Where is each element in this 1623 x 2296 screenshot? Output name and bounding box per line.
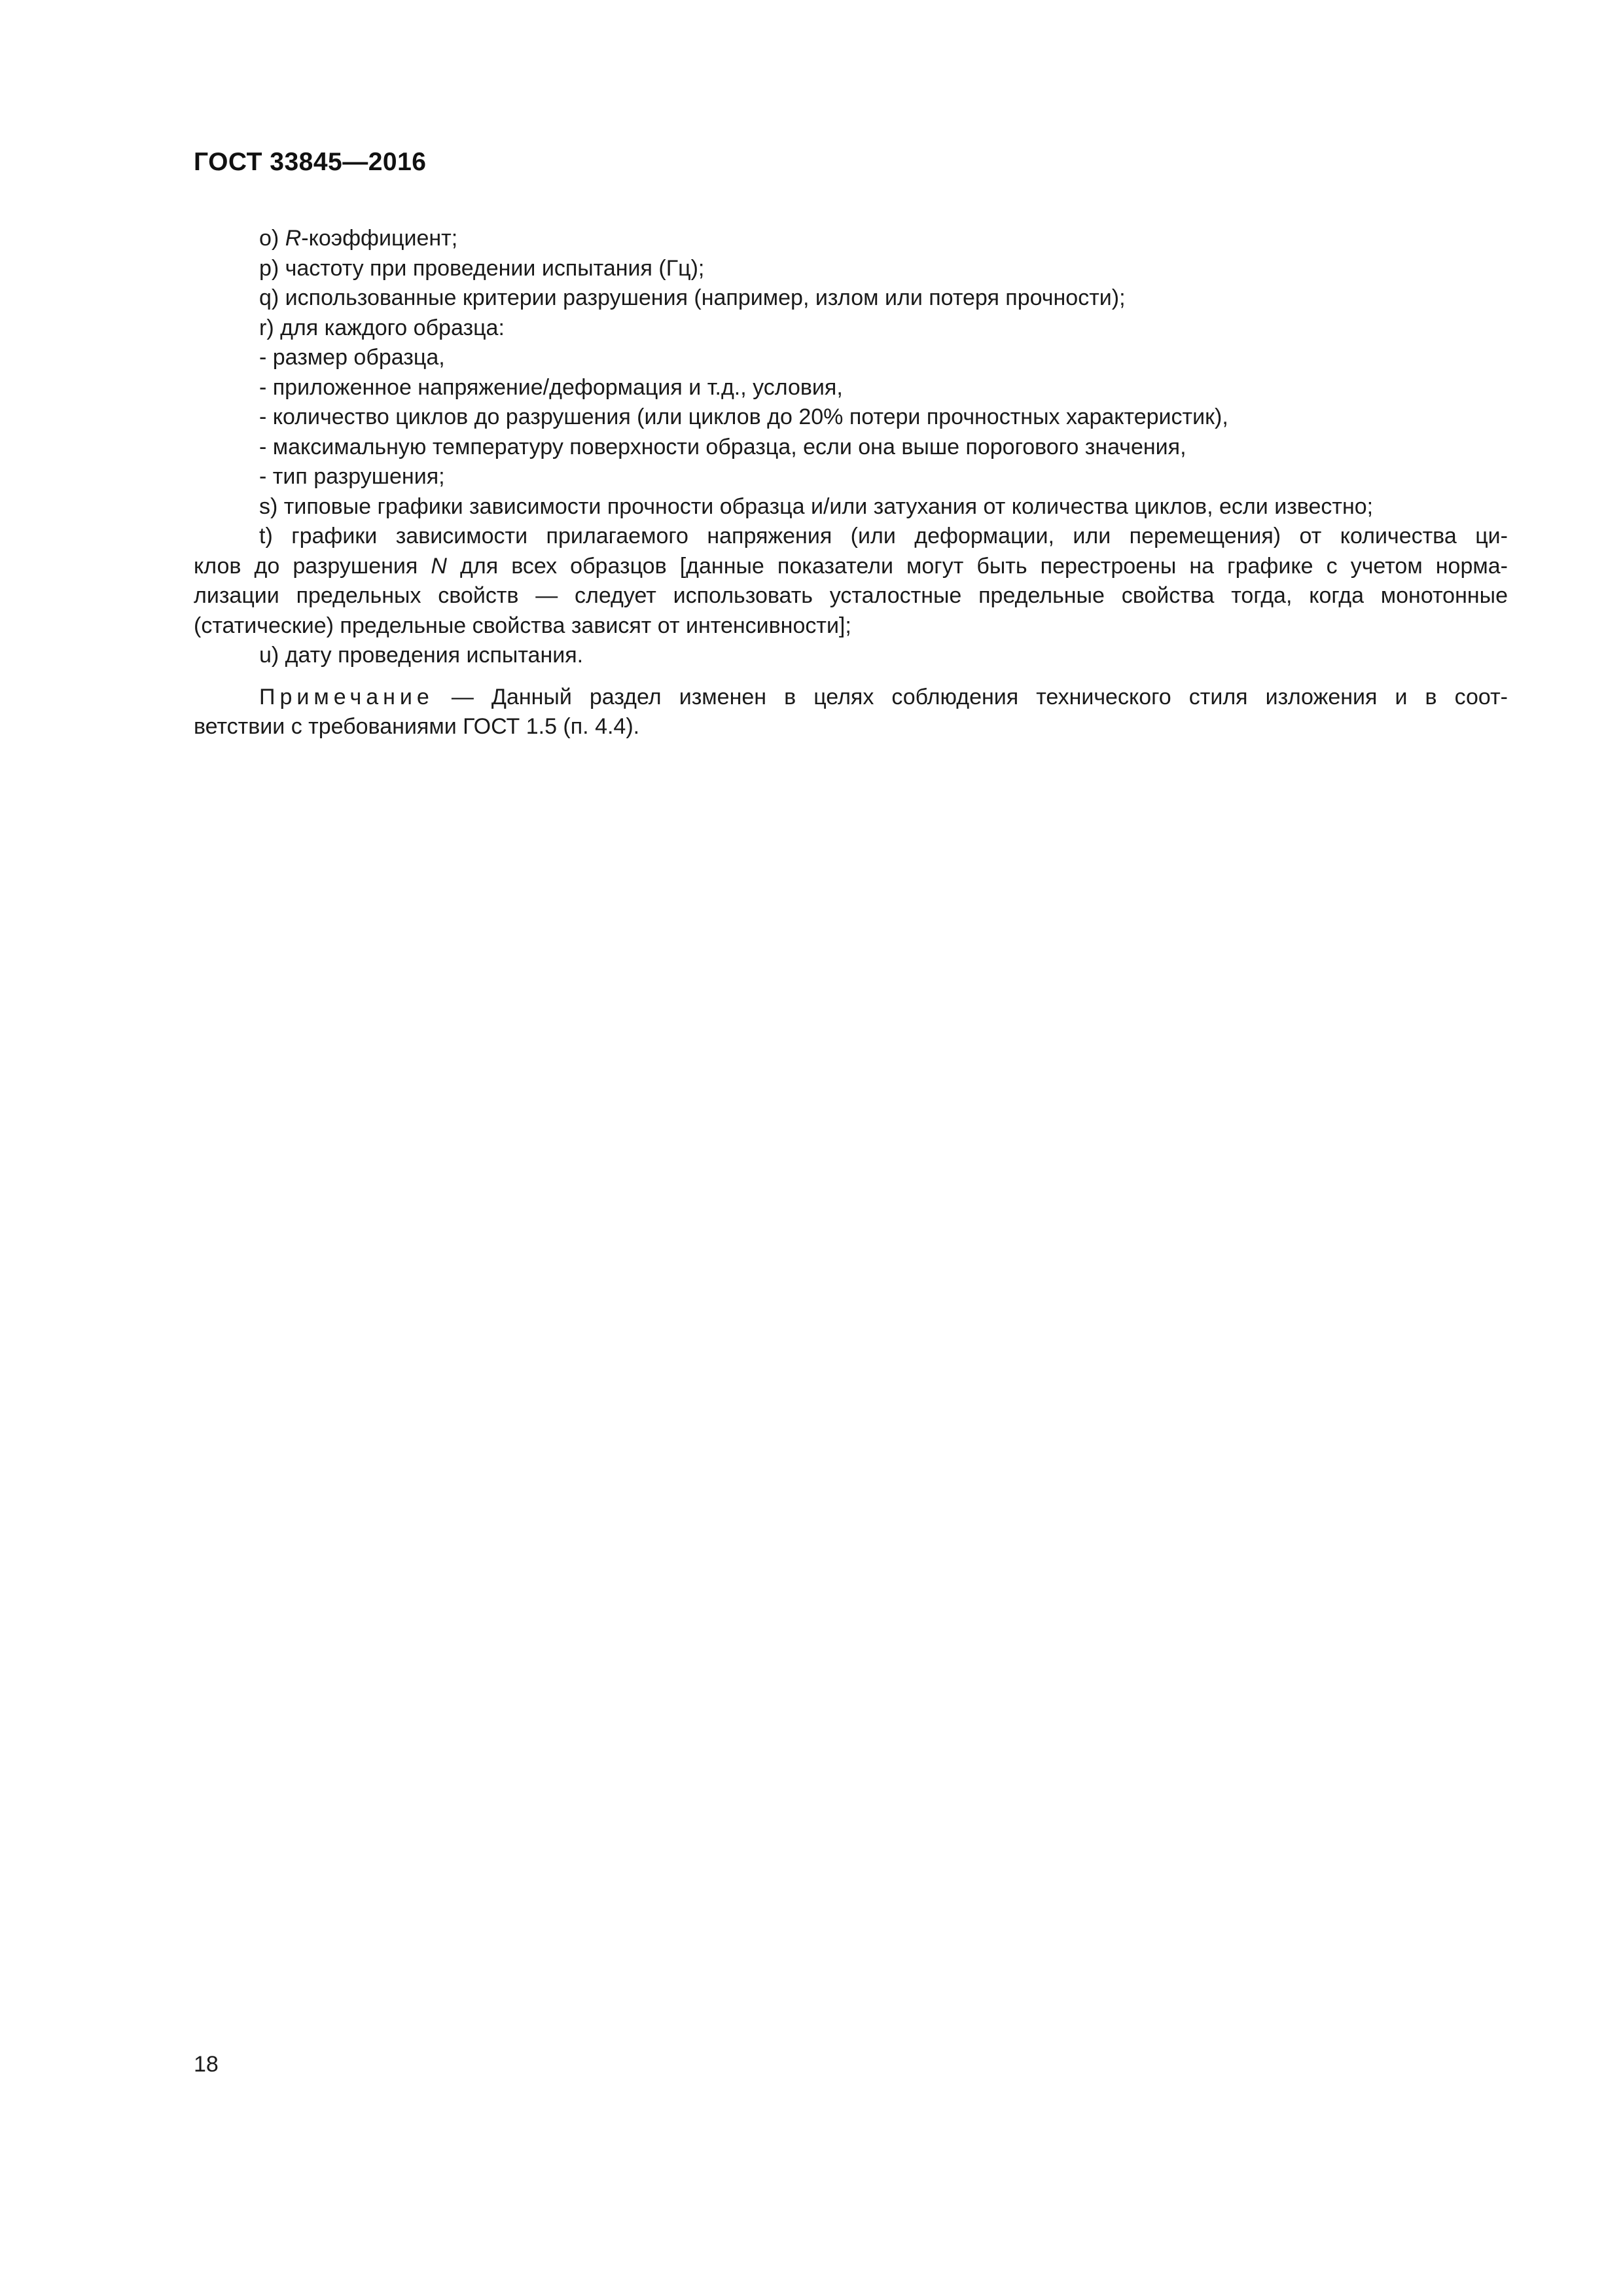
sub-item-specimen-size: - размер образца, <box>259 345 445 370</box>
list-item-u: u) дату проведения испытания. <box>259 643 584 668</box>
n-variable: N <box>431 553 447 579</box>
r-variable: R <box>285 226 302 251</box>
list-item-t-line-4: (статические) предельные свойства зависят от интенсивности]; <box>194 613 851 638</box>
note-line-1: Примечание — Данный раздел изменен в целях соблюдения технического стиля изложения и в соот- <box>259 684 1508 709</box>
page-number: 18 <box>194 2052 219 2077</box>
list-item-t-line-1: t) графики зависимости прилагаемого напряжения (или деформации, или перемещения) от количества ци- <box>259 524 1508 548</box>
list-item-r: r) для каждого образца: <box>259 315 505 340</box>
list-item-s: s) типовые графики зависимости прочности образца и/или затухания от количества циклов, если известно; <box>259 493 1374 519</box>
note-line-2: ветствии с требованиями ГОСТ 1.5 (п. 4.4). <box>194 714 640 739</box>
sub-item-cycles-to-failure: - количество циклов до разрушения (или циклов до 20% потери прочностных характеристик), <box>259 404 1228 429</box>
sub-item-failure-type: - тип разрушения; <box>259 464 445 489</box>
list-item-q: q) использованные критерии разрушения (например, излом или потеря прочности); <box>259 285 1126 310</box>
sub-item-applied-stress: - приложенное напряжение/деформация и т.д., условия, <box>259 374 843 400</box>
list-item-p: p) частоту при проведении испытания (Гц); <box>259 255 705 281</box>
note-label: Примечание <box>259 684 434 709</box>
list-item-o: o) R-коэффициент; <box>259 226 458 251</box>
note-block <box>194 683 1508 742</box>
document-header: ГОСТ 33845—2016 <box>194 148 427 176</box>
list-item-t-line-3: лизации предельных свойств — следует использовать усталостные предельные свойства тогда, когда монотонные <box>194 583 1508 608</box>
sub-item-max-temperature: - максимальную температуру поверхности образца, если она выше порогового значения, <box>259 434 1186 459</box>
list-item-t-line-2: клов до разрушения N для всех образцов [данные показатели могут быть перестроены на графике с учетом норма- <box>194 553 1508 579</box>
document-body <box>194 224 1508 742</box>
